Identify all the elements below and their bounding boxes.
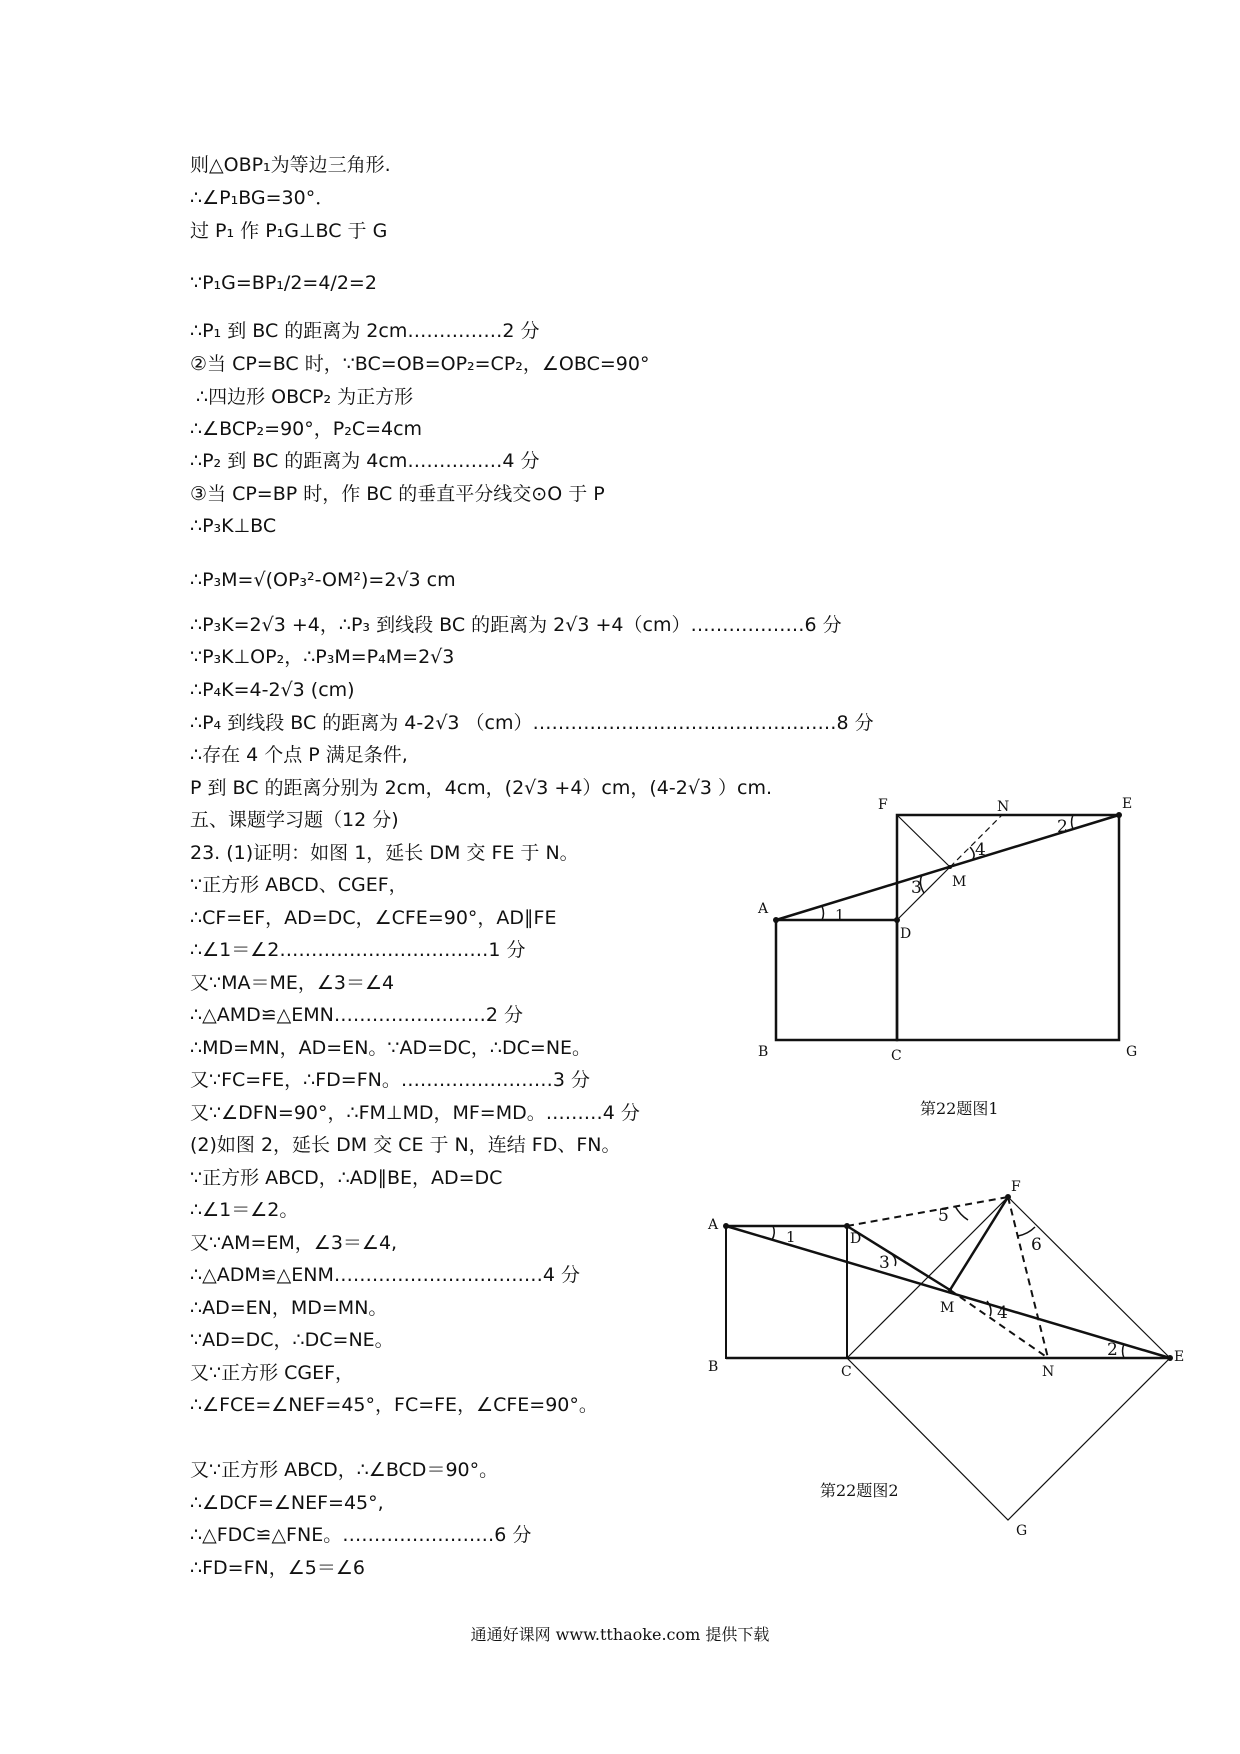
figure-1-caption: 第22题图1: [920, 1099, 999, 1118]
text-line-14: ∵P₃K⊥OP₂，∴P₃M=P₄M=2√3: [190, 646, 455, 668]
fig2-angle-6: 6: [1031, 1235, 1042, 1255]
text-line-33: ∴△ADM≌△ENM……………………………4 分: [190, 1264, 580, 1286]
text-line-4: ∵P₁G=BP₁/2=4/2=2: [190, 272, 377, 294]
text-line-23: ∴∠1＝∠2……………………………1 分: [190, 939, 526, 961]
text-line-34: ∴AD=EN，MD=MN。: [190, 1297, 388, 1319]
text-line-26: ∴MD=MN，AD=EN。∵AD=DC，∴DC=NE。: [190, 1037, 592, 1059]
text-line-1: 则△OBP₁为等边三角形.: [190, 154, 391, 176]
fig2-label-b: B: [708, 1359, 719, 1375]
text-line-7: ∴四边形 OBCP₂ 为正方形: [196, 386, 414, 408]
fig2-label-e: E: [1174, 1349, 1185, 1365]
fig2-line-mn: [950, 1290, 1048, 1358]
text-line-13: ∴P₃K=2√3 +4，∴P₃ 到线段 BC 的距离为 2√3 +4（cm）………………6 分: [190, 614, 842, 636]
fig1-angle-1: 1: [835, 906, 845, 924]
fig2-point-e: [1167, 1355, 1173, 1361]
figure-2: [700, 1160, 1185, 1539]
fig2-point-a: [723, 1223, 729, 1229]
text-line-27: 又∵FC=FE，∴FD=FN。……………………3 分: [190, 1069, 590, 1091]
fig2-angle-2: 2: [1107, 1340, 1118, 1360]
fig1-line-fm: [897, 815, 950, 867]
text-line-10: ③当 CP=BP 时，作 BC 的垂直平分线交⊙O 于 P: [190, 483, 605, 505]
text-line-19: 五、课题学习题（12 分): [190, 809, 399, 831]
figure-2-caption: 第22题图2: [820, 1481, 899, 1500]
fig1-label-n: N: [997, 799, 1010, 815]
fig1-point-m: [948, 865, 952, 869]
text-line-25: ∴△AMD≌△EMN……………………2 分: [190, 1004, 523, 1026]
fig1-angle-2: 2: [1057, 817, 1068, 837]
text-line-18: P 到 BC 的距离分别为 2cm，4cm，(2√3 +4）cm，(4-2√3 ）cm.: [190, 777, 773, 799]
text-line-29: (2)如图 2，延长 DM 交 CE 于 N，连结 FD、FN。: [190, 1134, 621, 1156]
text-line-15: ∴P₄K=4-2√3 (cm): [190, 679, 355, 701]
fig2-line-dm: [847, 1226, 950, 1290]
text-line-16: ∴P₄ 到线段 BC 的距离为 4-2√3 （cm）…………………………………………8 分: [190, 712, 874, 734]
fig2-angle-5-arc: [955, 1206, 968, 1220]
text-line-6: ②当 CP=BC 时，∵BC=OB=OP₂=CP₂，∠OBC=90°: [190, 353, 650, 375]
fig1-angle-2-arc: [1072, 815, 1074, 829]
text-line-21: ∵正方形 ABCD、CGEF，: [190, 874, 408, 896]
fig1-label-c: C: [891, 1048, 902, 1064]
text-line-30: ∵正方形 ABCD，∴AD∥BE，AD=DC: [190, 1167, 503, 1189]
fig1-point-e: [1116, 812, 1122, 818]
fig2-point-d: [844, 1223, 850, 1229]
page-footer: 通通好课网 www.tthaoke.com 提供下载: [470, 1625, 770, 1644]
text-line-28: 又∵∠DFN=90°，∴FM⊥MD，MF=MD。………4 分: [190, 1102, 640, 1124]
fig1-square-abcd: [776, 920, 897, 1040]
fig1-point-d: [894, 917, 900, 923]
text-line-20: 23. (1)证明：如图 1，延长 DM 交 FE 于 N。: [190, 842, 579, 864]
fig2-label-c: C: [841, 1364, 852, 1380]
text-line-41: ∴FD=FN，∠5＝∠6: [190, 1557, 365, 1579]
fig2-angle-3: 3: [879, 1253, 890, 1273]
fig1-label-f: F: [878, 797, 888, 813]
fig1-label-d: D: [900, 926, 912, 942]
fig1-label-m: M: [952, 874, 967, 890]
fig2-angle-2-arc: [1123, 1344, 1125, 1358]
figure-1: [740, 795, 1160, 1065]
fig1-angle-3: 3: [911, 878, 922, 898]
text-line-32: 又∵AM=EM，∠3＝∠4,: [190, 1232, 398, 1254]
fig2-label-f: F: [1011, 1179, 1021, 1195]
text-line-36: 又∵正方形 CGEF，: [190, 1362, 355, 1384]
fig2-angle-4: 4: [997, 1303, 1008, 1323]
text-line-24: 又∵MA＝ME，∠3＝∠4: [190, 972, 395, 994]
text-line-2: ∴∠P₁BG=30°．: [190, 187, 335, 209]
text-line-11: ∴P₃K⊥BC: [190, 515, 277, 537]
fig2-label-a: A: [708, 1217, 719, 1233]
fig2-label-n: N: [1042, 1364, 1055, 1380]
text-line-31: ∴∠1＝∠2。: [190, 1199, 299, 1221]
fig2-label-m: M: [940, 1300, 955, 1316]
fig2-angle-1: 1: [786, 1228, 796, 1246]
fig1-angle-4-arc: [970, 847, 974, 860]
text-line-17: ∴存在 4 个点 P 满足条件,: [190, 744, 408, 766]
text-line-39: ∴∠DCF=∠NEF=45°,: [190, 1492, 384, 1514]
fig1-point-a: [773, 917, 779, 923]
fig2-angle-1-arc: [772, 1226, 774, 1240]
text-line-35: ∵AD=DC，∴DC=NE。: [190, 1329, 394, 1351]
text-line-40: ∴△FDC≌△FNE。……………………6 分: [190, 1524, 532, 1546]
fig1-label-a: A: [758, 901, 769, 917]
fig2-point-m: [948, 1288, 952, 1292]
text-line-9: ∴P₂ 到 BC 的距离为 4cm……………4 分: [190, 450, 540, 472]
fig1-angle-4: 4: [975, 840, 986, 860]
fig1-label-g: G: [1126, 1044, 1138, 1060]
text-line-12: ∴P₃M=√(OP₃²-OM²)=2√3 cm: [190, 569, 456, 591]
text-line-5: ∴P₁ 到 BC 的距离为 2cm……………2 分: [190, 320, 540, 342]
text-line-38: 又∵正方形 ABCD，∴∠BCD＝90°。: [190, 1459, 499, 1481]
fig2-angle-5: 5: [938, 1206, 949, 1226]
text-line-8: ∴∠BCP₂=90°，P₂C=4cm: [190, 418, 423, 440]
fig2-label-g: G: [1016, 1523, 1028, 1539]
fig2-label-d: D: [850, 1231, 862, 1247]
fig1-angle-1-arc: [822, 906, 824, 920]
text-line-22: ∴CF=EF，AD=DC，∠CFE=90°，AD∥FE: [190, 907, 557, 929]
text-line-37: ∴∠FCE=∠NEF=45°，FC=FE，∠CFE=90°。: [190, 1394, 598, 1416]
fig1-label-e: E: [1122, 796, 1133, 812]
fig1-label-b: B: [758, 1044, 769, 1060]
text-line-3: 过 P₁ 作 P₁G⊥BC 于 G: [190, 220, 388, 242]
